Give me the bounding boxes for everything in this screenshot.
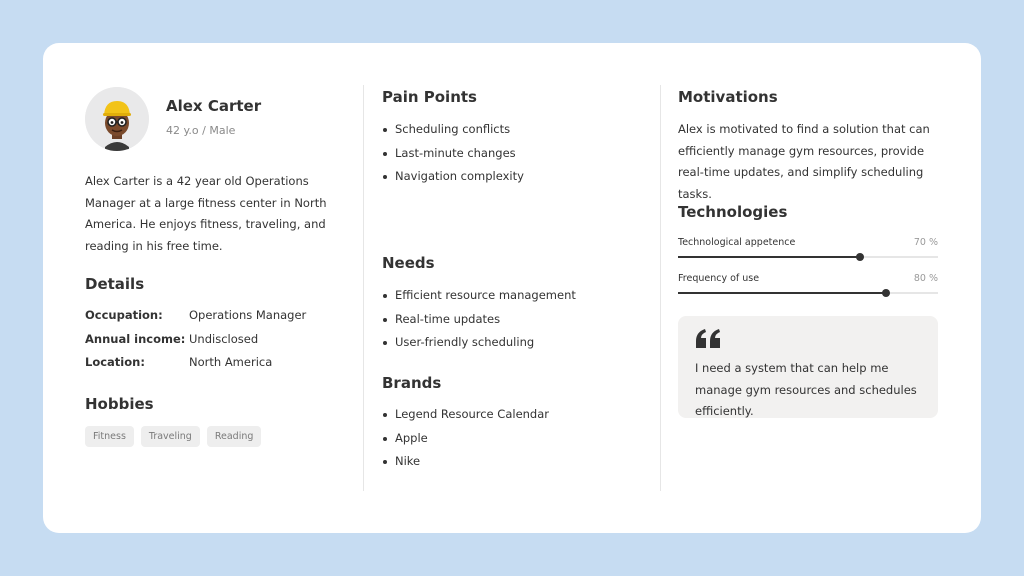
quote-text: I need a system that can help me manage gym resources and schedules efficiently.: [695, 361, 917, 418]
pain-points-heading: Pain Points: [382, 88, 477, 106]
hobby-tag: Fitness: [85, 426, 134, 447]
brands-list: [382, 403, 549, 474]
motivations-text: Alex is motivated to find a solution that can efficiently manage gym resources, provide real-time updates, and simplify scheduling tasks.: [678, 122, 930, 201]
detail-row: [85, 331, 365, 355]
detail-row: [85, 307, 365, 331]
list-item: Efficient resource management: [382, 284, 576, 308]
meter-knob: [856, 253, 864, 261]
detail-value: North America: [189, 355, 273, 369]
list-item: Legend Resource Calendar: [382, 403, 549, 427]
meter-knob: [882, 289, 890, 297]
meter-percent: 70 %: [913, 237, 938, 248]
technologies-heading: Technologies: [678, 203, 788, 221]
list-item: User-friendly scheduling: [382, 331, 576, 355]
list-item: Scheduling conflicts: [382, 118, 524, 142]
motivations-column: [678, 43, 940, 533]
persona-name: Alex Carter: [166, 97, 262, 115]
persona-bio: Alex Carter is a 42 year old Operations Manager at a large fitness center in North America. He enjoys fitness, traveling, and reading in his free time.: [85, 174, 327, 253]
detail-value: Undisclosed: [189, 331, 259, 346]
list-item: Real-time updates: [382, 308, 576, 332]
meter-label: Technological appetence: [678, 237, 796, 248]
detail-value: Operations Manager: [189, 308, 307, 322]
quote-mark-icon: [695, 328, 723, 350]
meter-track: [678, 292, 938, 294]
meter-fill: [678, 256, 860, 258]
avatar: [85, 87, 149, 151]
needs-list: [382, 284, 576, 355]
hobby-tag: Reading: [207, 426, 262, 447]
hobbies-heading: Hobbies: [85, 395, 154, 413]
meter-fill: [678, 292, 886, 294]
column-divider: [660, 85, 661, 491]
memoji-avatar-icon: [85, 87, 149, 151]
needs-column: [382, 43, 642, 533]
details-list: [85, 307, 365, 378]
brands-heading: Brands: [382, 374, 442, 392]
meter-track: [678, 256, 938, 258]
list-item: Last-minute changes: [382, 142, 524, 166]
column-divider: [363, 85, 364, 491]
detail-label: Annual income:: [85, 331, 186, 346]
pain-points-list: [382, 118, 524, 189]
hobby-tag: Traveling: [141, 426, 200, 447]
meter-label: Frequency of use: [678, 273, 760, 284]
needs-heading: Needs: [382, 254, 435, 272]
list-item: Navigation complexity: [382, 165, 524, 189]
list-item: Nike: [382, 450, 549, 474]
detail-label: Occupation:: [85, 308, 163, 322]
persona-card: [43, 43, 981, 533]
persona-age-gender: 42 y.o / Male: [166, 124, 236, 137]
motivations-heading: Motivations: [678, 88, 778, 106]
quote-box: [678, 316, 938, 418]
detail-label: Location:: [85, 355, 145, 369]
details-heading: Details: [85, 275, 145, 293]
meter-percent: 80 %: [913, 273, 938, 284]
list-item: Apple: [382, 427, 549, 451]
profile-column: [85, 43, 365, 533]
hobby-tags: [85, 426, 261, 447]
detail-row: [85, 354, 365, 378]
